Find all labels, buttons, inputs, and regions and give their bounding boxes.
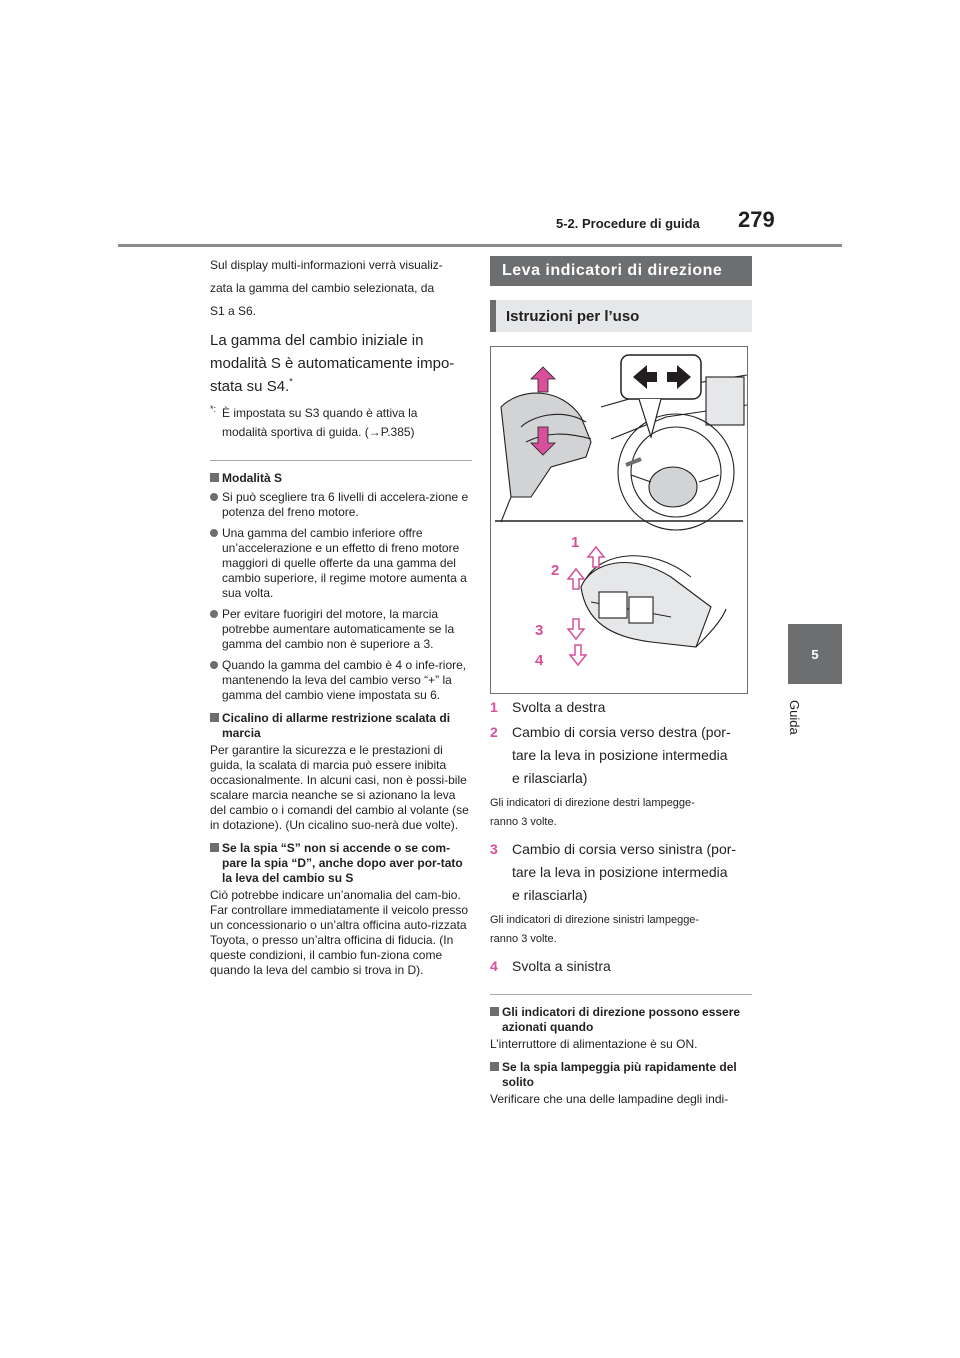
left-column <box>210 256 472 984</box>
note-line: Gli indicatori di direzione destri lampegge- <box>490 797 695 809</box>
heading-indicatori-quando: Gli indicatori di direzione possono essere azionati quando <box>490 1005 752 1035</box>
footnote-mark: *: <box>210 404 217 414</box>
indicatori-quando-body: L’interruttore di alimentazione è su ON. <box>490 1037 698 1051</box>
figure-label-3: 3 <box>535 622 544 639</box>
cicalino-body: Per garantire la sicurezza e le prestazioni di guida, la scalata di marcia può essere inibita occasionalmente. In alcuni casi, non è possi-bile scalare marcia neanche se si azionano la leva del cambio o i comandi del cambio al volante (se in dotazione). (Un cicalino suo-nerà due volte). <box>210 743 469 832</box>
spia-lampeggia-body: Verificare che una delle lampadine degli indi- <box>490 1092 729 1106</box>
right-column <box>490 256 752 1113</box>
step-3 <box>490 838 752 907</box>
heading-spia-lampeggia: Se la spia lampeggia più rapidamente del solito <box>490 1060 752 1090</box>
illustration-svg <box>491 347 747 693</box>
figure-label-2: 2 <box>551 562 560 579</box>
bullet-item: Per evitare fuorigiri del motore, la marcia potrebbe aumentare automaticamente se la gamma del cambio non è superiore a 3. <box>210 607 472 652</box>
step-text: Svolta a destra <box>512 699 606 715</box>
large-line-2: modalità S è automaticamente impo- <box>210 355 455 372</box>
bullet-item: Si può scegliere tra 6 livelli di accelera-zione e potenza del freno motore. <box>210 490 472 520</box>
step-text: e rilasciarla) <box>512 770 588 786</box>
bullet-item: Quando la gamma del cambio è 4 o infe-riore, mantenendo la leva del cambio verso “+” la gamma del cambio viene impostata su 6. <box>210 658 472 703</box>
subbanner-istruzioni: Istruzioni per l’uso <box>490 300 752 332</box>
chapter-label <box>780 700 810 760</box>
notes-divider <box>490 994 752 995</box>
step-4 <box>490 955 752 978</box>
note-line: Gli indicatori di direzione sinistri lampegge- <box>490 914 700 926</box>
chapter-tab[interactable]: 5 <box>788 624 842 684</box>
heading-modalita-s: Modalità S <box>210 471 472 486</box>
section-title: 5-2. Procedure di guida <box>556 216 700 231</box>
note-line: ranno 3 volte. <box>490 816 557 828</box>
bullet-item: Una gamma del cambio inferiore offre un’accelerazione e un effetto di freno motore maggiori di quelle offerte da una gamma del cambio superiore, il regime motore aumenta a sua volta. <box>210 526 472 601</box>
large-sup: * <box>289 376 293 387</box>
step-text: tare la leva in posizione intermedia <box>512 864 728 880</box>
large-line-3: stata su S4. <box>210 378 290 395</box>
page-number: 279 <box>738 207 775 232</box>
intro-line-3: S1 a S6. <box>210 304 257 318</box>
banner-leva-indicatori: Leva indicatori di direzione <box>490 256 752 286</box>
step-2 <box>490 721 752 790</box>
step-2-note <box>490 794 752 832</box>
step-number: 3 <box>490 841 498 857</box>
step-number: 4 <box>490 958 498 974</box>
step-number: 2 <box>490 724 498 740</box>
step-text: Cambio di corsia verso sinistra (por- <box>512 841 737 857</box>
step-text: tare la leva in posizione intermedia <box>512 747 728 763</box>
spia-s-body: Ciò potrebbe indicare un’anomalia del cam-bio. Far controllare immediatamente il veicolo presso un concessionario o un’altra officina auto-rizzata Toyota, o presso un’altra officina di fiducia. (In queste condizioni, il cambio fun-ziona come quando la leva del cambio si trova in D). <box>210 888 469 977</box>
step-1 <box>490 696 752 719</box>
footnote-line-1: È impostata su S3 quando è attiva la <box>222 406 418 420</box>
intro-line-1: Sul display multi-informazioni verrà visualiz- <box>210 258 443 272</box>
step-text: Svolta a sinistra <box>512 958 611 974</box>
figure-label-4: 4 <box>535 652 544 669</box>
footnote <box>210 404 472 442</box>
heading-cicalino: Cicalino di allarme restrizione scalata di marcia <box>210 711 472 741</box>
turn-signal-illustration <box>490 346 748 694</box>
step-number: 1 <box>490 699 498 715</box>
section-divider <box>210 460 472 461</box>
large-line-1: La gamma del cambio iniziale in <box>210 332 424 349</box>
figure-label-1: 1 <box>571 534 580 551</box>
step-3-note <box>490 911 752 949</box>
header-divider <box>118 244 842 247</box>
intro-line-2: zata la gamma del cambio selezionata, da <box>210 281 435 295</box>
heading-spia-s: Se la spia “S” non si accende o se com-pare la spia “D”, anche dopo aver por-tato la leva del cambio su S <box>210 841 472 886</box>
footnote-line-2: modalità sportiva di guida. (→P.385) <box>222 425 415 439</box>
step-text: Cambio di corsia verso destra (por- <box>512 724 731 740</box>
note-line: ranno 3 volte. <box>490 933 557 945</box>
step-text: e rilasciarla) <box>512 887 588 903</box>
chapter-label-text: Guida <box>787 700 802 735</box>
